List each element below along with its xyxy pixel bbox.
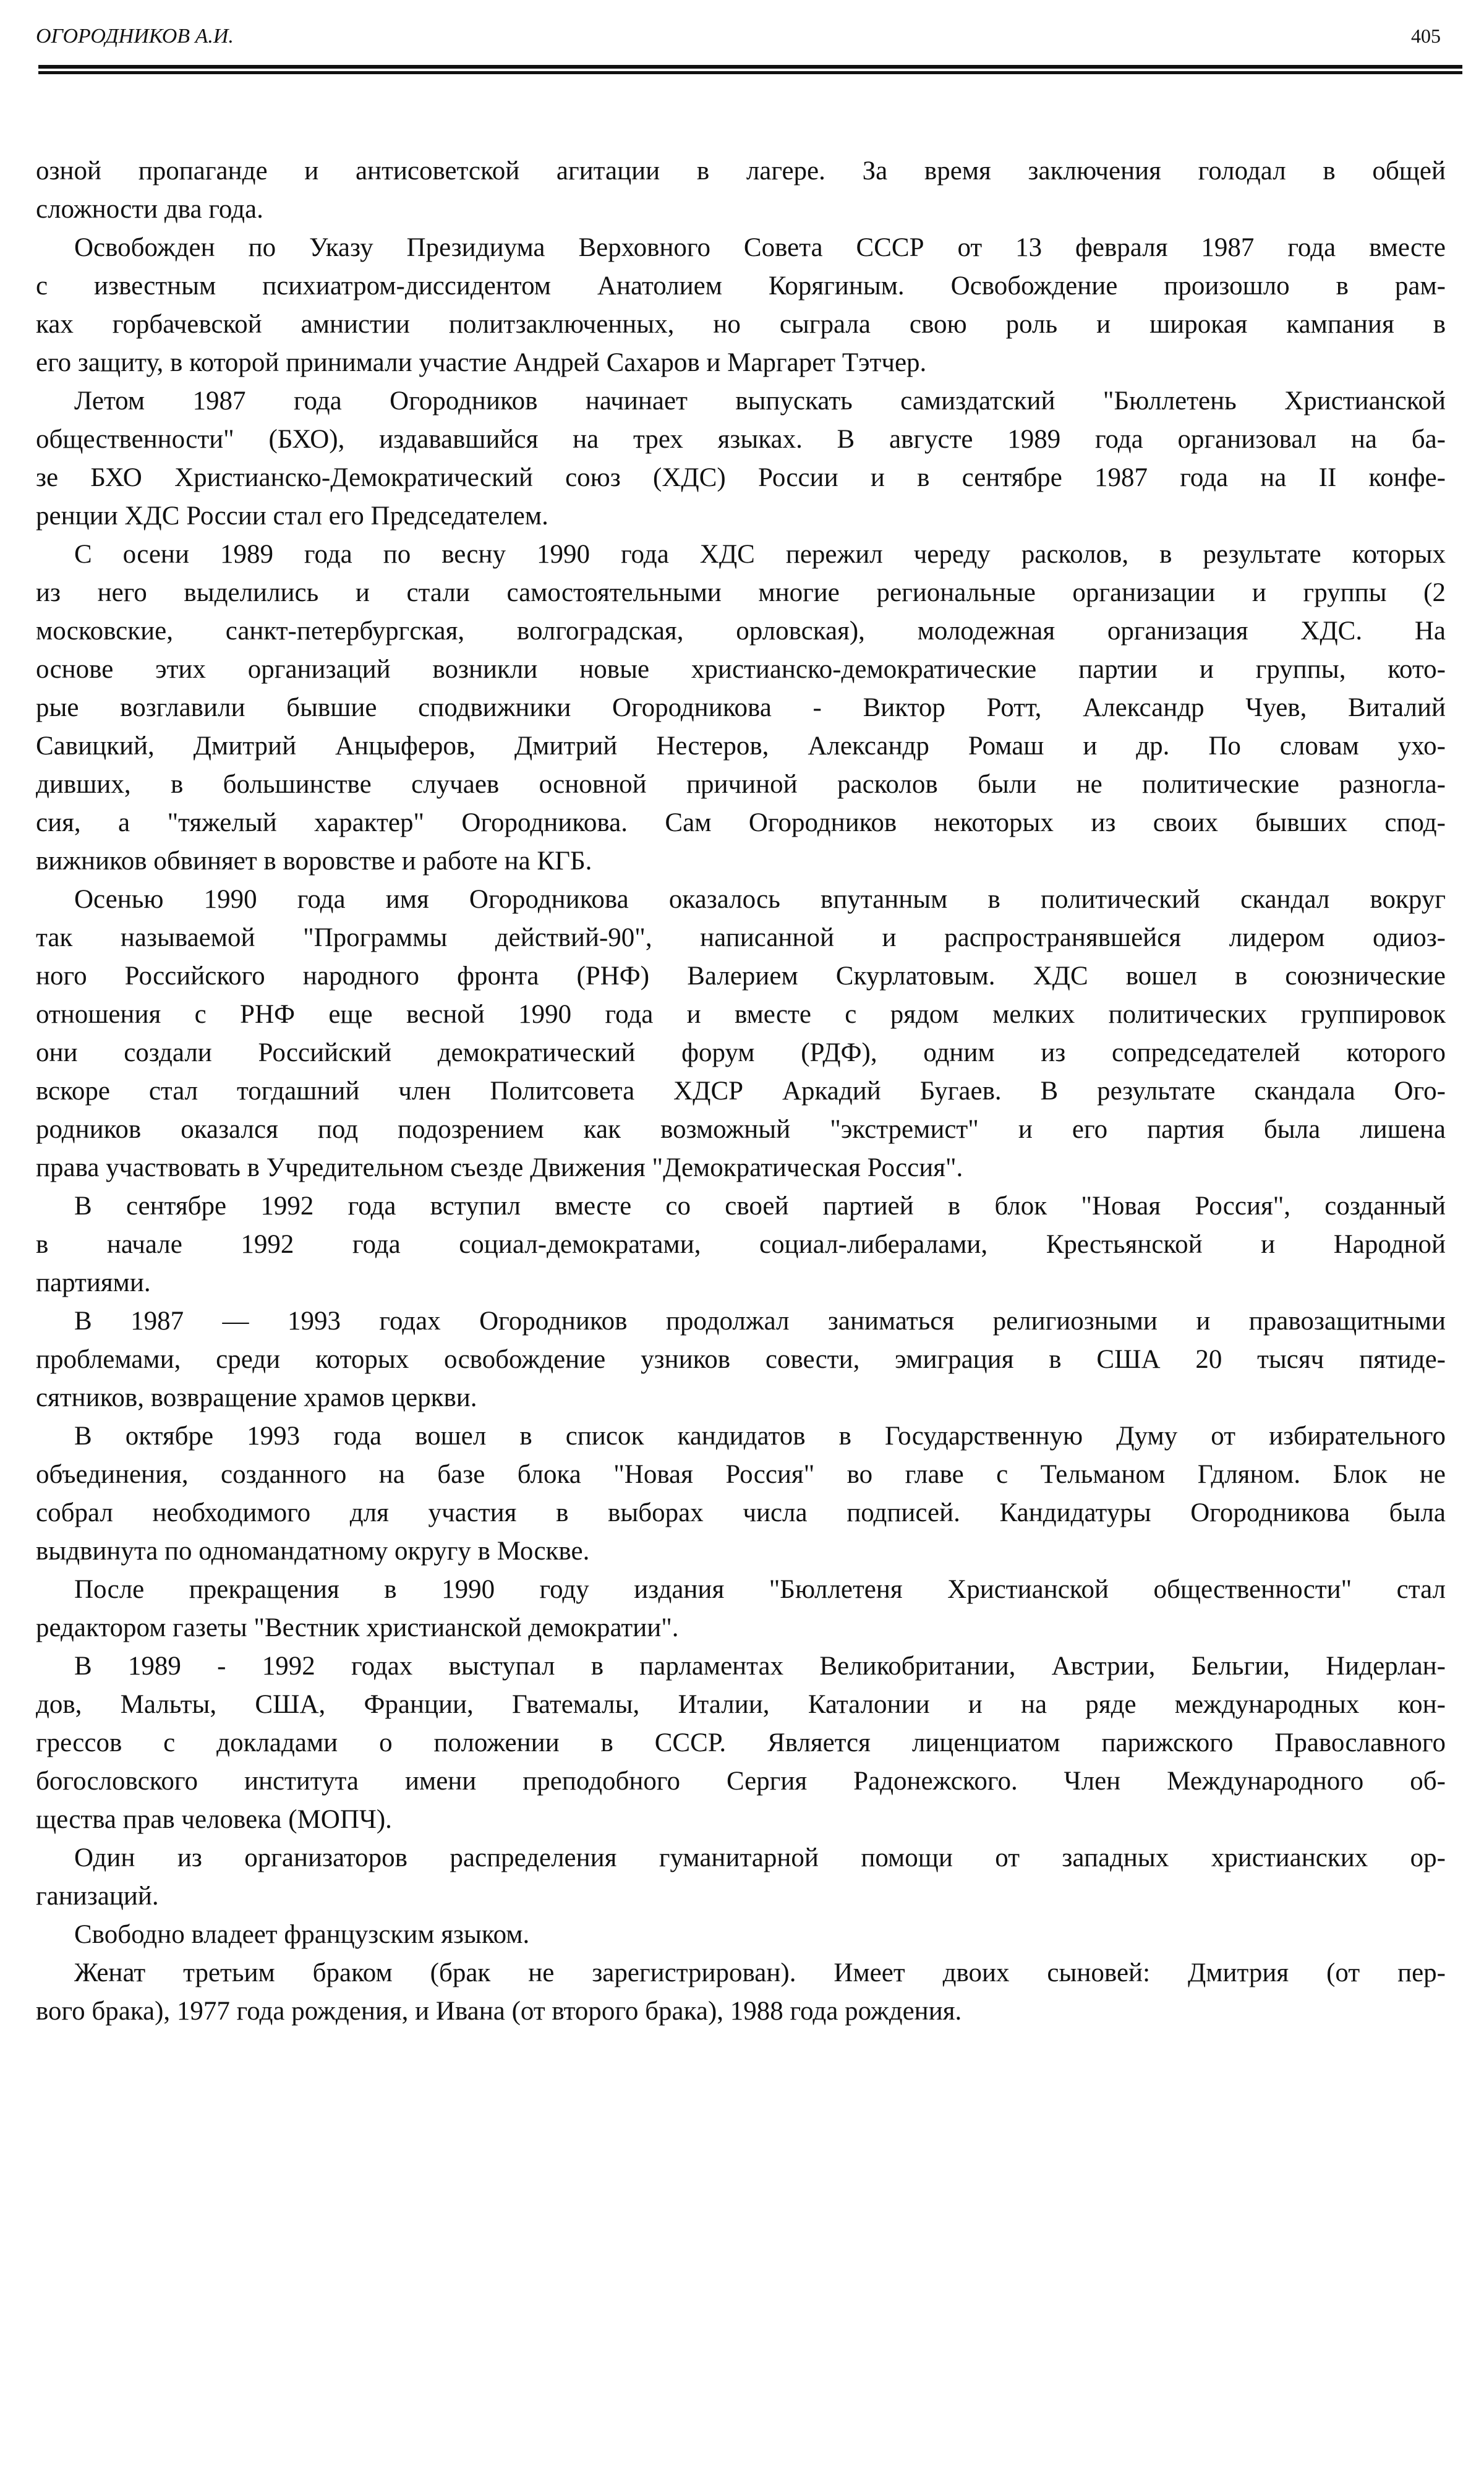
page-number: 405 xyxy=(1411,25,1441,47)
text-line: ках горбачевской амнистии политзаключенных, но сыграла свою роль и широкая кампания в xyxy=(36,310,1446,339)
paragraph xyxy=(36,1839,1446,1916)
text-line: В 1989 - 1992 годах выступал в парламентах Великобритании, Австрии, Бельгии, Нидерлан- xyxy=(74,1652,1446,1681)
text-line: выдвинута по одномандатному округу в Москве. xyxy=(36,1537,590,1566)
text-line: ренции ХДС России стал его Председателем. xyxy=(36,501,548,531)
text-line: отношения с РНФ еще весной 1990 года и вместе с рядом мелких политических группировок xyxy=(36,1000,1446,1029)
paragraph xyxy=(36,1954,1446,2031)
text-line: Свободно владеет французским языком. xyxy=(74,1920,530,1949)
paragraph xyxy=(36,152,1446,229)
text-line: Савицкий, Дмитрий Анцыферов, Дмитрий Нестеров, Александр Ромаш и др. По словам ухо- xyxy=(36,732,1446,761)
paragraph xyxy=(36,1647,1446,1839)
text-line: Летом 1987 года Огородников начинает выпускать самиздатский "Бюллетень Христианской xyxy=(74,386,1446,416)
text-line: Один из организаторов распределения гуманитарной помощи от западных христианских ор- xyxy=(74,1843,1446,1872)
text-line: озной пропаганде и антисоветской агитации в лагере. За время заключения голодал в общей xyxy=(36,156,1446,186)
text-line: сложности два года. xyxy=(36,195,263,224)
text-line: В 1987 — 1993 годах Огородников продолжал заниматься религиозными и правозащитными xyxy=(74,1307,1446,1336)
paragraph xyxy=(36,382,1446,536)
text-line: В сентябре 1992 года вступил вместе со своей партией в блок "Новая Россия", созданный xyxy=(74,1192,1446,1221)
text-line: богословского института имени преподобного Сергия Радонежского. Член Международного об- xyxy=(36,1767,1446,1796)
text-line: сятников, возвращение храмов церкви. xyxy=(36,1383,477,1412)
text-line: московские, санкт-петербургская, волгоградская, орловская), молодежная организация ХДС. На xyxy=(36,617,1446,646)
text-line: грессов с докладами о положении в СССР. Является лиценциатом парижского Православного xyxy=(36,1728,1446,1757)
text-line: Женат третьим браком (брак не зарегистрирован). Имеет двоих сыновей: Дмитрия (от пер- xyxy=(74,1958,1446,1987)
text-line: дивших, в большинстве случаев основной причиной расколов были не политические разногла- xyxy=(36,770,1446,799)
text-line: ного Российского народного фронта (РНФ) Валерием Скурлатовым. ХДС вошел в союзнические xyxy=(36,962,1446,991)
paragraph xyxy=(36,1571,1446,1647)
running-title: ОГОРОДНИКОВ А.И. xyxy=(36,25,234,48)
paragraph xyxy=(36,881,1446,1187)
text-line: объединения, созданного на базе блока "Новая Россия" во главе с Тельманом Гдляном. Блок не xyxy=(36,1460,1446,1489)
text-line: дов, Мальты, США, Франции, Гватемалы, Италии, Каталонии и на ряде международных кон- xyxy=(36,1690,1446,1719)
text-line: родников оказался под подозрением как возможный "экстремист" и его партия была лишена xyxy=(36,1115,1446,1144)
text-line: После прекращения в 1990 году издания "Бюллетеня Христианской общественности" стал xyxy=(74,1575,1446,1604)
paragraph xyxy=(36,1302,1446,1417)
article-body xyxy=(36,152,1446,2031)
paragraph xyxy=(36,1916,1446,1954)
text-line: зе БХО Христианско-Демократический союз (ХДС) России и в сентябре 1987 года на II конфе- xyxy=(36,463,1446,492)
text-line: основе этих организаций возникли новые христианско-демократические партии и группы, кото- xyxy=(36,655,1446,684)
paragraph xyxy=(36,229,1446,382)
text-line: Освобожден по Указу Президиума Верховного Совета СССР от 13 февраля 1987 года вместе xyxy=(74,233,1446,262)
paragraph xyxy=(36,1187,1446,1302)
paragraph xyxy=(36,536,1446,881)
paragraph xyxy=(36,1417,1446,1571)
text-line: собрал необходимого для участия в выборах числа подписей. Кандидатуры Огородникова была xyxy=(36,1498,1446,1527)
text-line: его защиту, в которой принимали участие Андрей Сахаров и Маргарет Тэтчер. xyxy=(36,348,927,377)
text-line: щества прав человека (МОПЧ). xyxy=(36,1805,392,1834)
text-line: Осенью 1990 года имя Огородникова оказалось впутанным в политический скандал вокруг xyxy=(74,885,1446,914)
text-line: из него выделились и стали самостоятельными многие региональные организации и группы (2 xyxy=(36,578,1446,607)
text-line: права участвовать в Учредительном съезде Движения "Демократическая Россия". xyxy=(36,1153,963,1182)
text-line: рые возглавили бывшие сподвижники Огородникова - Виктор Ротт, Александр Чуев, Виталий xyxy=(36,693,1446,722)
text-line: вижников обвиняет в воровстве и работе на КГБ. xyxy=(36,847,592,876)
text-line: так называемой "Программы действий-90", написанной и распространявшейся лидером одиоз- xyxy=(36,923,1446,952)
text-line: проблемами, среди которых освобождение узников совести, эмиграция в США 20 тысяч пятиде- xyxy=(36,1345,1446,1374)
text-line: вскоре стал тогдашний член Политсовета ХДСР Аркадий Бугаев. В результате скандала Ого- xyxy=(36,1077,1446,1106)
text-line: в начале 1992 года социал-демократами, социал-либералами, Крестьянской и Народной xyxy=(36,1230,1446,1259)
text-line: они создали Российский демократический форум (РДФ), одним из сопредседателей которого xyxy=(36,1038,1446,1067)
header-rule-top xyxy=(38,65,1462,69)
text-line: с известным психиатром-диссидентом Анатолием Корягиным. Освобождение произошло в рам- xyxy=(36,271,1446,301)
text-line: вого брака), 1977 года рождения, и Ивана (от второго брака), 1988 года рождения. xyxy=(36,1997,962,2026)
text-line: редактором газеты "Вестник христианской демократии". xyxy=(36,1613,679,1642)
text-line: сия, а "тяжелый характер" Огородникова. Сам Огородников некоторых из своих бывших спод- xyxy=(36,808,1446,837)
header-rule-bottom xyxy=(38,71,1462,74)
text-line: С осени 1989 года по весну 1990 года ХДС пережил череду расколов, в результате которых xyxy=(74,540,1446,569)
text-line: ганизаций. xyxy=(36,1882,159,1911)
text-line: партиями. xyxy=(36,1268,151,1297)
text-line: В октябре 1993 года вошел в список кандидатов в Государственную Думу от избирательного xyxy=(74,1422,1446,1451)
text-line: общественности" (БХО), издававшийся на трех языках. В августе 1989 года организовал на ба- xyxy=(36,425,1446,454)
